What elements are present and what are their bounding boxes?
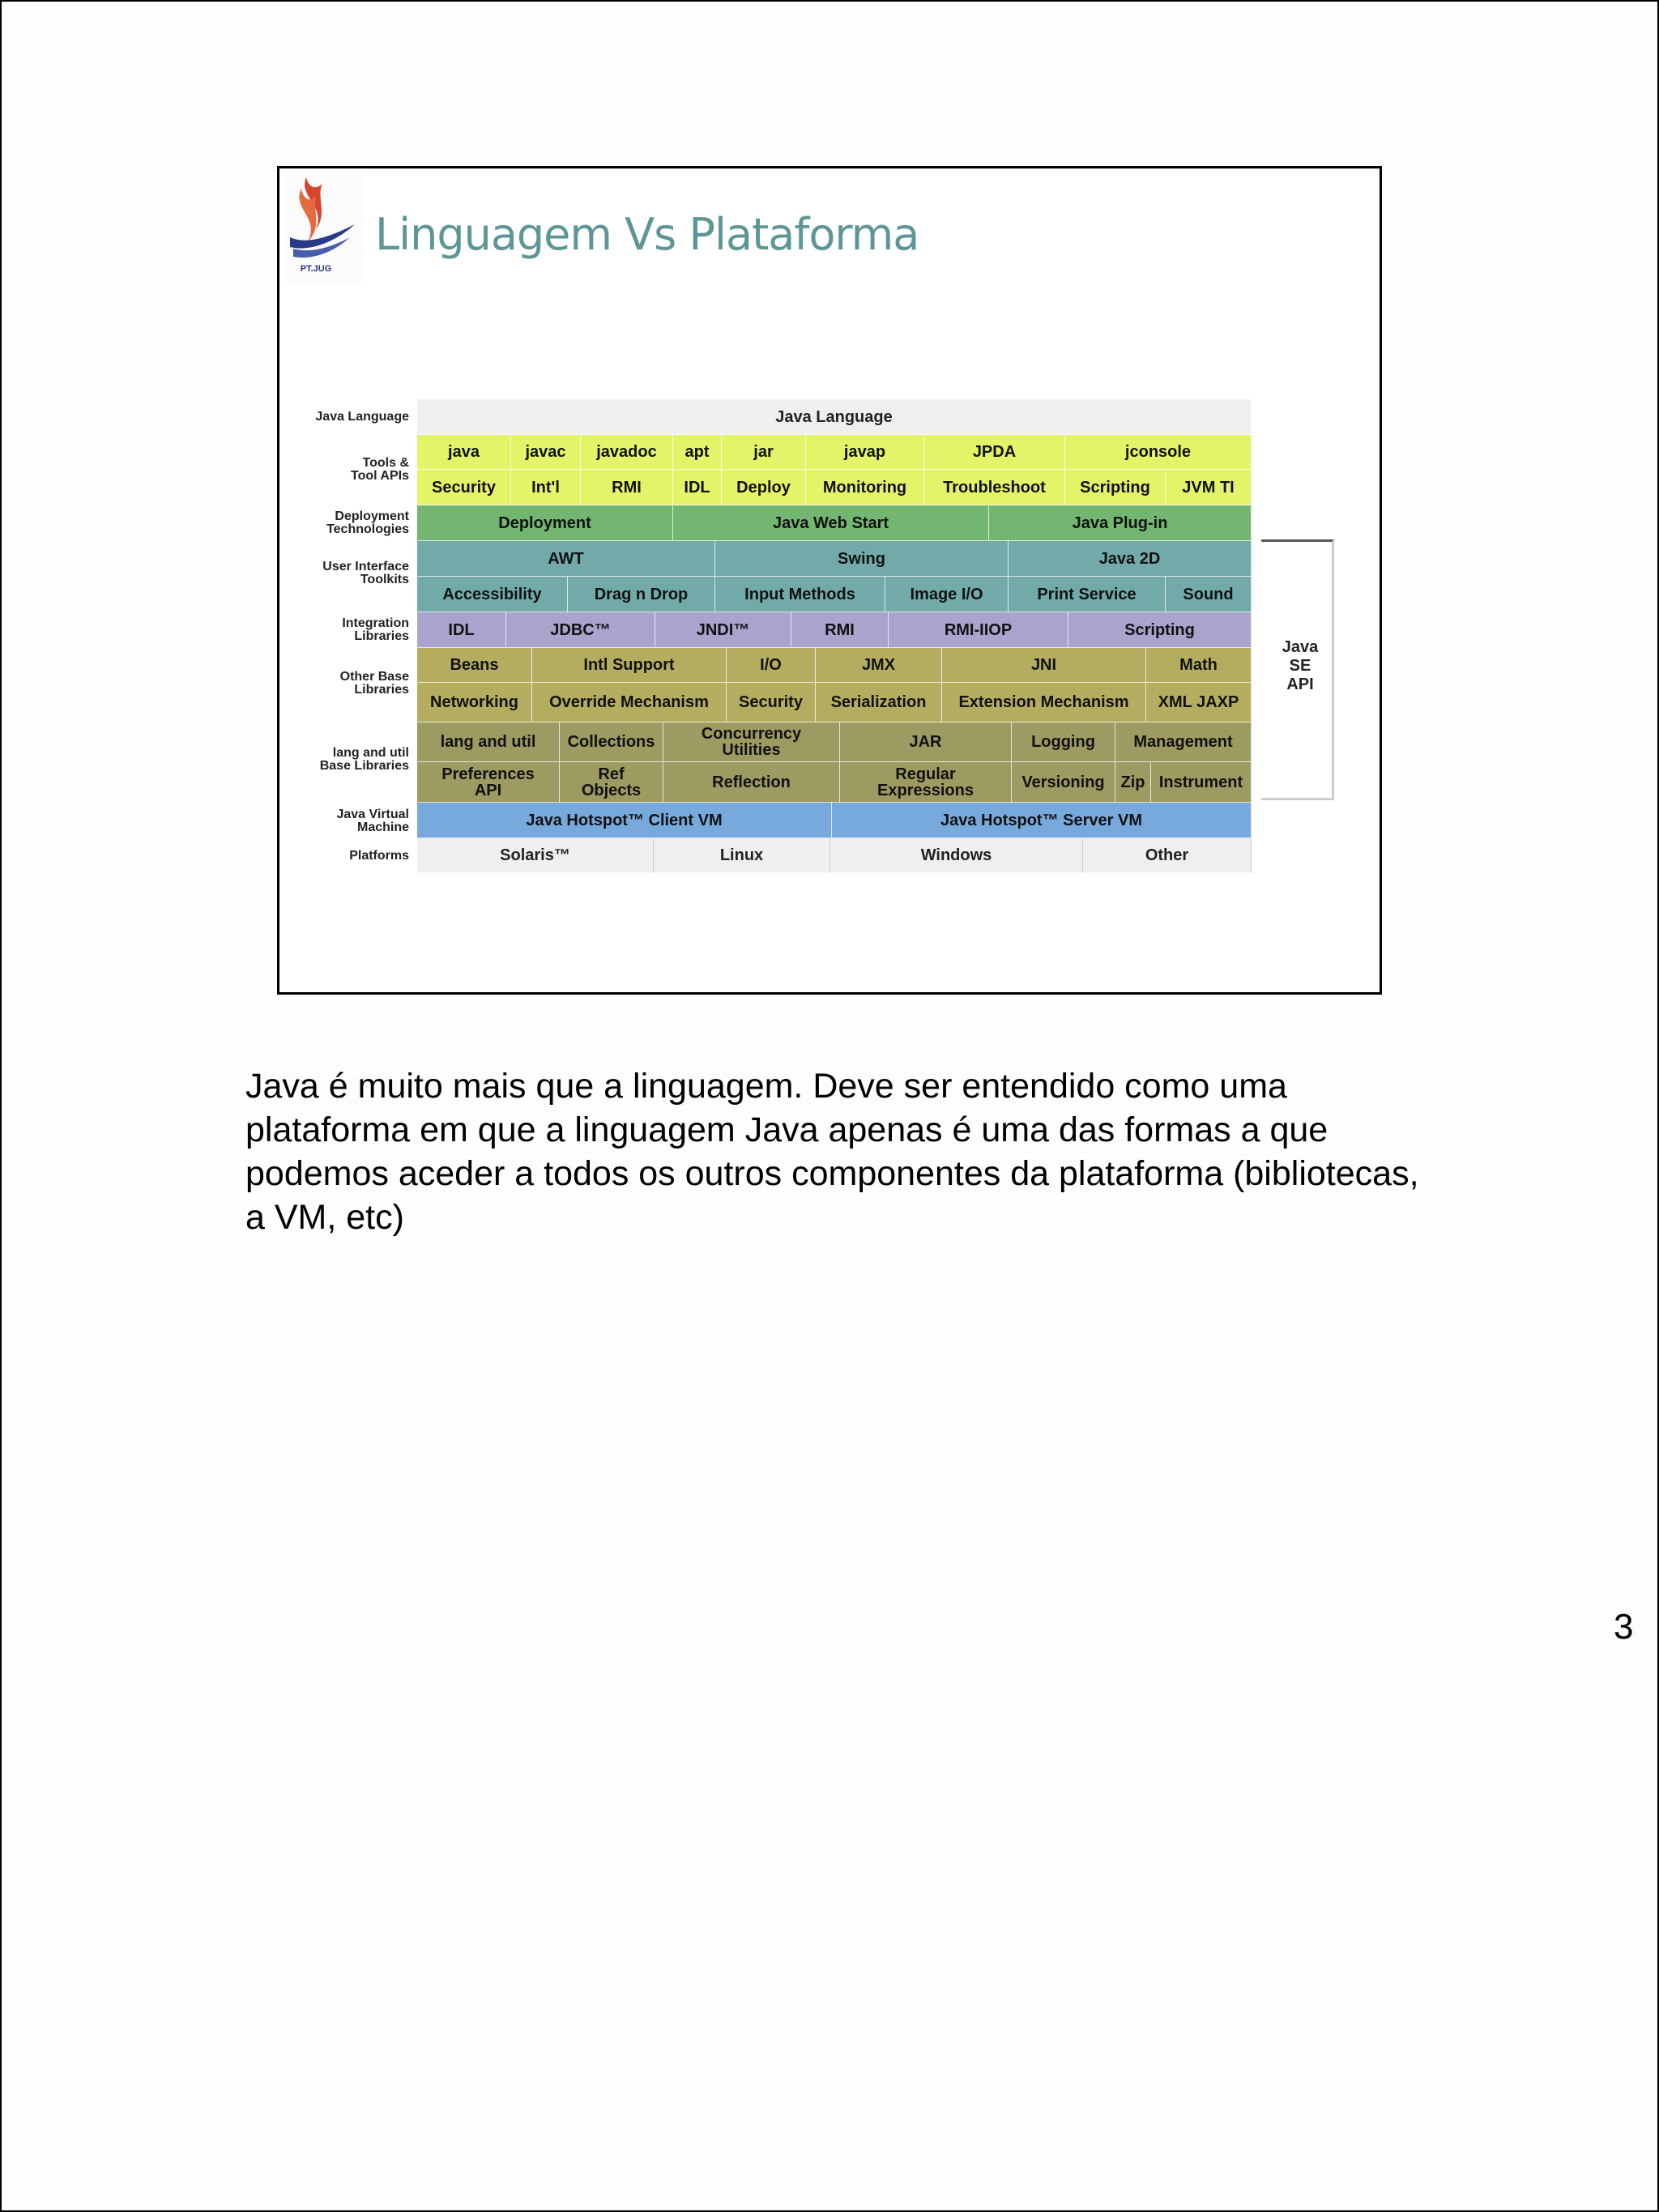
- stack-cell-tool: Security: [417, 470, 511, 505]
- stack-cell-lu: Collections: [560, 722, 663, 762]
- stack-cell-base: Beans: [417, 648, 532, 683]
- stack-cell-tool: apt: [673, 435, 722, 470]
- stack-cell-dep: Java Plug-in: [989, 505, 1252, 541]
- slide-title: Linguagem Vs Plataforma: [375, 209, 919, 260]
- stack-cell-tool: javap: [806, 435, 924, 470]
- stack-cell-int: IDL: [417, 612, 506, 648]
- stack-cell-tool: Deploy: [722, 470, 806, 505]
- stack-cell-jvm: Java Hotspot™ Client VM: [417, 803, 832, 838]
- stack-cell-lu: Versioning: [1012, 762, 1115, 803]
- row-label-other-base: Other Base Libraries: [339, 670, 409, 697]
- stack-cell-lu: Management: [1115, 722, 1252, 762]
- stack-cell-base: Override Mechanism: [532, 683, 727, 722]
- row-label-deployment: Deployment Technologies: [326, 509, 409, 536]
- stack-cell-base: JNI: [942, 648, 1146, 683]
- stack-cell-dep: Java Web Start: [673, 505, 989, 541]
- stack-cell-lang: Java Language: [417, 399, 1252, 435]
- stack-cell-int: JNDI™: [655, 612, 791, 648]
- stack-cell-lu: Zip: [1115, 762, 1151, 803]
- stack-cell-ui: Drag n Drop: [568, 577, 715, 612]
- stack-cell-ui: Image I/O: [885, 577, 1009, 612]
- java-platform-stack-diagram: [279, 168, 1380, 992]
- row-label-ui-toolkits: User Interface Toolkits: [322, 560, 409, 586]
- row-label-tools: Tools & Tool APIs: [351, 456, 409, 483]
- stack-cell-ui: Print Service: [1009, 577, 1166, 612]
- stack-cell-tool: javac: [511, 435, 581, 470]
- stack-cell-lu: Ref Objects: [560, 762, 663, 803]
- stack-cell-ui: Java 2D: [1009, 541, 1252, 577]
- stack-cell-int: RMI-IIOP: [889, 612, 1068, 648]
- stack-cell-dep: Deployment: [417, 505, 673, 541]
- stack-cell-base: Serialization: [816, 683, 942, 722]
- stack-cell-tool: JPDA: [924, 435, 1065, 470]
- stack-cell-lu: lang and util: [417, 722, 560, 762]
- logo-text: PT.JUG: [300, 264, 332, 274]
- stack-cell-base: Networking: [417, 683, 532, 722]
- stack-cell-ui: Sound: [1166, 577, 1252, 612]
- stack-cell-tool: Scripting: [1065, 470, 1166, 505]
- stack-cell-lu: Reflection: [663, 762, 840, 803]
- stack-cell-ui: Input Methods: [715, 577, 885, 612]
- stack-cell-base: Intl Support: [532, 648, 727, 683]
- stack-cell-tool: jar: [722, 435, 806, 470]
- stack-cell-lu: Instrument: [1151, 762, 1252, 803]
- stack-cell-plat: Windows: [830, 838, 1083, 873]
- stack-cell-tool: javadoc: [581, 435, 673, 470]
- stack-cell-base: JMX: [816, 648, 942, 683]
- stack-cell-lu: Regular Expressions: [840, 762, 1012, 803]
- java-se-api-label: Java SE API: [1282, 638, 1319, 693]
- stack-cell-base: Math: [1146, 648, 1252, 683]
- stack-cell-ui: Swing: [715, 541, 1009, 577]
- stack-cell-tool: java: [417, 435, 511, 470]
- stack-cell-int: JDBC™: [506, 612, 655, 648]
- stack-cell-tool: Int'l: [511, 470, 581, 505]
- stack-cell-base: Security: [727, 683, 816, 722]
- stack-cell-plat: Other: [1083, 838, 1252, 873]
- row-label-jvm: Java Virtual Machine: [336, 808, 409, 834]
- stack-cell-int: Scripting: [1068, 612, 1252, 648]
- slide-caption: Java é muito mais que a linguagem. Deve ser entendido como uma plataforma em que a linguagem Java apenas é uma das formas a que podemos aceder a todos os outros componentes da plataforma (bibliotecas, a VM, etc): [245, 1067, 1419, 1237]
- stack-cell-tool: Troubleshoot: [924, 470, 1065, 505]
- row-label-java-language: Java Language: [315, 410, 409, 424]
- stack-cell-base: XML JAXP: [1146, 683, 1252, 722]
- stack-cell-lu: Logging: [1012, 722, 1115, 762]
- stack-cell-lu: Preferences API: [417, 762, 560, 803]
- row-label-lang-util: lang and util Base Libraries: [319, 746, 409, 773]
- stack-cell-ui: Accessibility: [417, 577, 568, 612]
- stack-cell-jvm: Java Hotspot™ Server VM: [832, 803, 1252, 838]
- slide-frame: [277, 166, 1382, 995]
- row-label-platforms: Platforms: [349, 849, 409, 863]
- row-label-integration: Integration Libraries: [342, 616, 409, 643]
- stack-cell-ui: AWT: [417, 541, 715, 577]
- stack-cell-tool: RMI: [581, 470, 673, 505]
- stack-cell-tool: JVM TI: [1166, 470, 1252, 505]
- stack-cell-base: Extension Mechanism: [942, 683, 1146, 722]
- page-number: 3: [1614, 1607, 1634, 1647]
- stack-cell-lu: JAR: [840, 722, 1012, 762]
- stack-cell-int: RMI: [791, 612, 889, 648]
- stack-cell-tool: Monitoring: [806, 470, 924, 505]
- stack-cell-plat: Solaris™: [417, 838, 654, 873]
- stack-cell-tool: jconsole: [1065, 435, 1252, 470]
- stack-cell-tool: IDL: [673, 470, 722, 505]
- stack-cell-lu: Concurrency Utilities: [663, 722, 840, 762]
- stack-cell-plat: Linux: [654, 838, 830, 873]
- stack-cell-base: I/O: [727, 648, 816, 683]
